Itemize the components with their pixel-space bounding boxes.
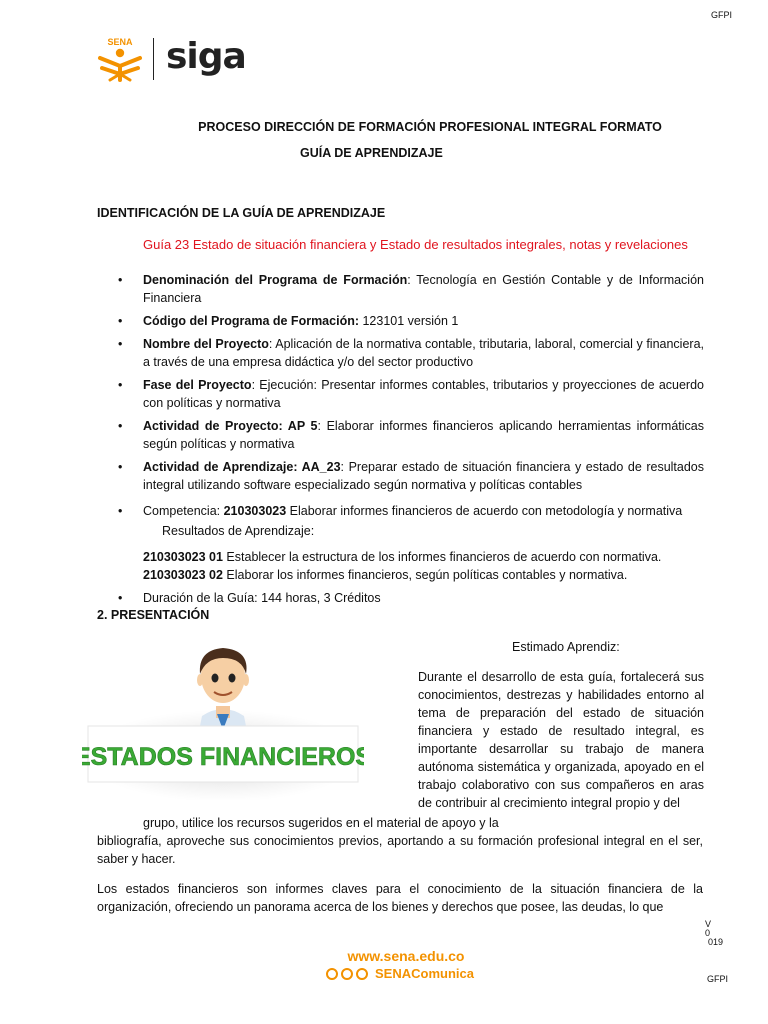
- document-title-line1: PROCESO DIRECCIÓN DE FORMACIÓN PROFESIONAL INTEGRAL FORMATO: [198, 120, 662, 134]
- list-item: [118, 458, 704, 494]
- competence-item: [118, 502, 704, 520]
- item-label: Nombre del Proyecto: [143, 337, 269, 351]
- item-text: Aplicación de la normativa contable, tributaria, laboral, comercial y financiera, a través de una empresa didáctica y/o del sector productivo: [143, 337, 704, 369]
- side-mark: V: [705, 919, 712, 929]
- item-label: Fase del Proyecto: [143, 378, 252, 392]
- svg-text:SENA: SENA: [107, 37, 133, 47]
- item-separator: :: [268, 337, 276, 351]
- identification-heading: IDENTIFICACIÓN DE LA GUÍA DE APRENDIZAJE: [97, 206, 386, 220]
- result-code: 210303023 02: [143, 568, 223, 582]
- list-item: [118, 312, 704, 330]
- list-item: [118, 271, 704, 307]
- guide-title: Guía 23 Estado de situación financiera y Estado de resultados integrales, notas y revelaciones: [143, 237, 688, 252]
- result-line: [118, 566, 704, 584]
- item-separator: :: [407, 273, 417, 287]
- item-label: Código del Programa de Formación:: [143, 314, 359, 328]
- social-handle-text: SENAComunica: [375, 966, 474, 981]
- presentation-paragraph: Durante el desarrollo de esta guía, fortalecerá sus conocimientos, destrezas y habilidades entorno al tema de preparación del estado de situación financiera y estado de resultado integral, es importante desarrollar su trabajo de manera autónoma sistemática y organizada, apoyado en el trabajo colaborativo con sus compañeros en aras de contribuir al crecimiento integral propio y del: [418, 670, 704, 810]
- result-code: 210303023 01: [143, 550, 223, 564]
- item-text: Ejecución: Presentar informes contables, tributarios y proyecciones de acuerdo con políticas y normativa: [143, 378, 704, 410]
- results-block: [118, 522, 704, 584]
- item-label: Actividad de Proyecto: AP 5: [143, 419, 318, 433]
- list-item: [118, 417, 704, 453]
- list-item: [118, 335, 704, 371]
- sena-siga-logo: [96, 36, 256, 82]
- item-text: Tecnología en Gestión Contable y de Información Financiera: [143, 273, 704, 305]
- banner-text: ESTADOS FINANCIEROS: [82, 743, 364, 771]
- document-title-line2: GUÍA DE APRENDIZAJE: [300, 146, 443, 160]
- greeting: Estimado Aprendiz:: [512, 640, 620, 654]
- presentation-continuation: grupo, utilice los recursos sugeridos en el material de apoyo y la: [143, 816, 499, 830]
- competence-text: Elaborar informes financieros de acuerdo con metodología y normativa: [286, 504, 683, 518]
- footer-social-handle[interactable]: [326, 966, 474, 981]
- list-item: [118, 376, 704, 412]
- item-text: Preparar estado de situación financiera y estado de resultados integral utilizando software especializado según normativa y políticas contables: [143, 460, 705, 492]
- presentation-continuation-2: bibliografía, aproveche sus conocimientos previos, aportando a su formación profesional integral en el ser, saber y hacer.: [97, 834, 703, 866]
- results-label: Resultados de Aprendizaje:: [162, 524, 315, 538]
- result-line: [118, 548, 704, 566]
- footer-website-link[interactable]: www.sena.edu.co: [347, 948, 465, 964]
- financial-statements-paragraph: Los estados financieros son informes claves para el conocimiento de la situación financiera de la organización, ofreciendo un panorama acerca de los bienes y derechos que posee, las deudas, lo que: [97, 882, 703, 914]
- header-format-code: GFPI: [710, 10, 732, 20]
- presentation-heading: 2. PRESENTACIÓN: [97, 608, 210, 622]
- result-text: Establecer la estructura de los informes financieros de acuerdo con normativa.: [222, 550, 662, 564]
- twitter-icon: [341, 968, 353, 980]
- item-separator: :: [251, 378, 260, 392]
- item-separator: :: [317, 419, 327, 433]
- siga-logo-text: siga: [166, 36, 246, 77]
- side-version-marks: [705, 920, 723, 947]
- result-text: Elaborar los informes financieros, según políticas contables y normativa.: [222, 568, 628, 582]
- item-label: Denominación del Programa de Formación: [143, 273, 408, 287]
- side-mark: 0: [705, 928, 711, 938]
- logo-divider: [153, 38, 154, 80]
- cartoon-accountant-icon: [82, 644, 364, 800]
- side-mark: 019: [708, 937, 724, 947]
- financial-statements-illustration: [82, 644, 364, 800]
- facebook-icon: [326, 968, 338, 980]
- identification-list: [118, 271, 704, 612]
- instagram-icon: [356, 968, 368, 980]
- sena-logo-icon: [96, 36, 144, 82]
- competence-code: 210303023: [223, 504, 287, 518]
- duration-item: • Duración de la Guía: 144 horas, 3 Créditos: [118, 589, 704, 607]
- footer-format-code: GFPI: [707, 974, 729, 984]
- item-separator: :: [340, 460, 349, 474]
- item-text: 123101 versión 1: [362, 314, 459, 328]
- competence-prefix: Competencia:: [143, 504, 224, 518]
- item-label: Actividad de Aprendizaje: AA_23: [143, 460, 341, 474]
- item-text: Elaborar informes financieros aplicando herramientas informáticas según políticas y normativa: [143, 419, 705, 451]
